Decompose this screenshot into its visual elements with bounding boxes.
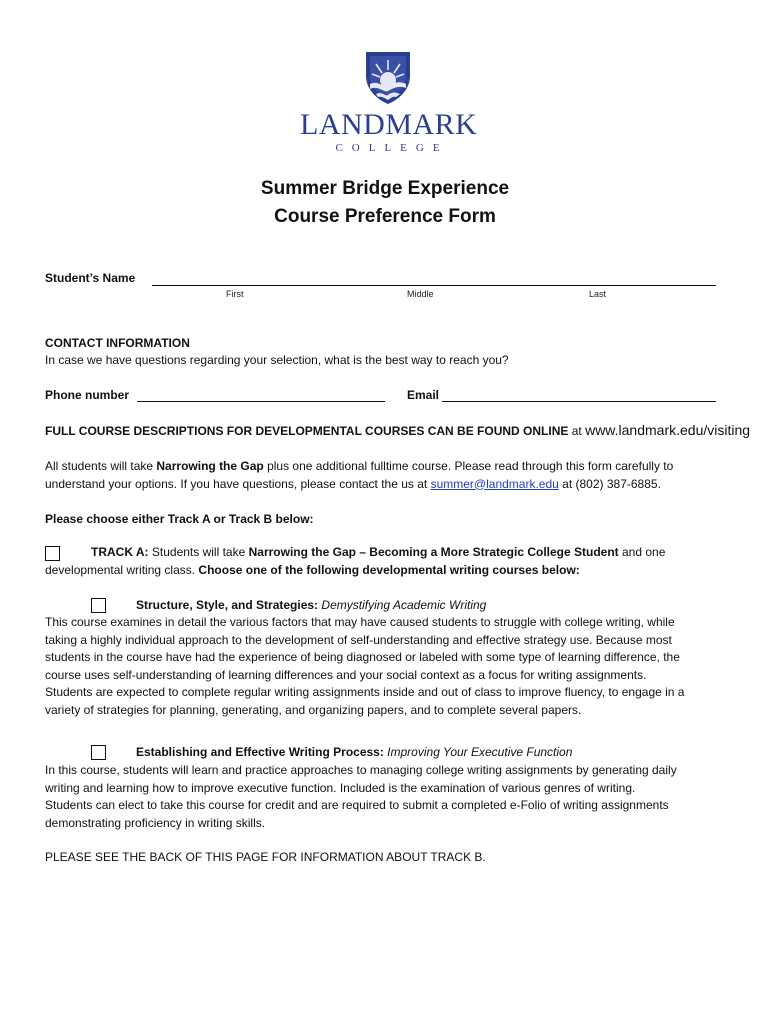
course2-heading bbox=[136, 744, 572, 761]
course2-line: In this course, students will learn and practice approaches to managing college writing assignments by generating daily bbox=[45, 763, 677, 777]
course1-line: Students are expected to complete regular writing assignments inside and out of class to improve fluency, to engage in a bbox=[45, 685, 685, 699]
course1-line: taking a highly individual approach to the development of self-understanding and effective strategy use. Because most bbox=[45, 632, 672, 647]
course1-description bbox=[45, 614, 684, 719]
first-name-caption: First bbox=[226, 289, 244, 299]
track-a-text: and one bbox=[618, 545, 666, 559]
intro-paragraph bbox=[45, 458, 673, 493]
course2-subtitle: Improving Your Executive Function bbox=[383, 745, 573, 759]
last-name-caption: Last bbox=[589, 289, 607, 299]
descriptions-note bbox=[45, 422, 750, 440]
form-title-line1: Summer Bridge Experience bbox=[260, 178, 510, 199]
student-name-field[interactable] bbox=[152, 285, 716, 286]
course1-line: This course examines in detail the various factors that may have caused students to struggle with college writing, while bbox=[45, 615, 675, 629]
course2-checkbox[interactable] bbox=[91, 745, 106, 760]
visiting-url-link[interactable]: www.landmark.edu/visiting bbox=[585, 422, 751, 438]
phone-label: Phone number bbox=[45, 388, 130, 402]
course1-heading bbox=[136, 597, 486, 614]
college-logo bbox=[300, 50, 478, 154]
descriptions-note-at: at bbox=[571, 424, 582, 438]
descriptions-note-text: FULL COURSE DESCRIPTIONS FOR DEVELOPMENTAL COURSES CAN BE FOUND ONLINE bbox=[45, 424, 569, 438]
back-page-note: PLEASE SEE THE BACK OF THIS PAGE FOR INFORMATION ABOUT TRACK B. bbox=[45, 850, 486, 864]
course1-line: students in the course have had the experience of being diagnosed or labeled with some type of learning difference, the bbox=[45, 650, 680, 664]
summer-email-link[interactable]: summer@landmark.edu bbox=[430, 476, 559, 491]
course2-description bbox=[45, 762, 677, 832]
intro-text: at (802) 387-6885. bbox=[558, 476, 661, 491]
track-a-label: TRACK A: bbox=[91, 545, 149, 559]
course2-line: writing and learning how to improve executive function. Included is the examination of various genres of writing. bbox=[45, 780, 636, 795]
phone-field[interactable] bbox=[137, 401, 385, 402]
track-a-instruction: Choose one of the following developmental writing courses below: bbox=[198, 563, 580, 577]
track-a-checkbox[interactable] bbox=[45, 546, 60, 561]
middle-name-caption: Middle bbox=[407, 289, 434, 299]
form-title-line2: Course Preference Form bbox=[274, 206, 496, 227]
contact-heading: CONTACT INFORMATION bbox=[45, 336, 190, 350]
course1-checkbox[interactable] bbox=[91, 598, 106, 613]
email-label: Email bbox=[407, 388, 440, 402]
intro-text: plus one additional fulltime course. Please read through this form carefully to bbox=[263, 459, 674, 473]
course1-subtitle: Demystifying Academic Writing bbox=[318, 598, 487, 612]
intro-course-name: Narrowing the Gap bbox=[156, 459, 264, 473]
track-a-line1 bbox=[91, 544, 665, 561]
choose-track-heading: Please choose either Track A or Track B below: bbox=[45, 512, 314, 526]
intro-text: understand your options. If you have questions, please contact the us at bbox=[45, 476, 431, 491]
track-a-course-name: Narrowing the Gap – Becoming a More Strategic College Student bbox=[248, 545, 619, 559]
shield-crest-icon bbox=[362, 50, 414, 105]
course2-line: demonstrating proficiency in writing skills. bbox=[45, 815, 266, 830]
student-name-label: Student’s Name bbox=[45, 271, 136, 285]
contact-question: In case we have questions regarding your selection, what is the best way to reach you? bbox=[45, 353, 509, 367]
course2-title: Establishing and Effective Writing Process: bbox=[136, 745, 384, 759]
course2-line: Students can elect to take this course for credit and are required to submit a completed e-Folio of writing assignments bbox=[45, 798, 669, 812]
intro-text: All students will take bbox=[45, 459, 157, 473]
logo-wordmark: LANDMARK bbox=[300, 108, 478, 141]
logo-subtitle: COLLEGE bbox=[335, 142, 449, 154]
course1-line: course uses self-understanding of learning differences and your social context as a focus for writing assignments. bbox=[45, 667, 647, 682]
course1-title: Structure, Style, and Strategies: bbox=[136, 598, 319, 612]
course1-line: variety of strategies for planning, generating, and organizing papers, and to complete several papers. bbox=[45, 702, 582, 717]
email-field[interactable] bbox=[442, 401, 716, 402]
track-a-text: developmental writing class. bbox=[45, 563, 199, 577]
track-a-line2 bbox=[45, 562, 580, 579]
track-a-text: Students will take bbox=[148, 545, 249, 559]
